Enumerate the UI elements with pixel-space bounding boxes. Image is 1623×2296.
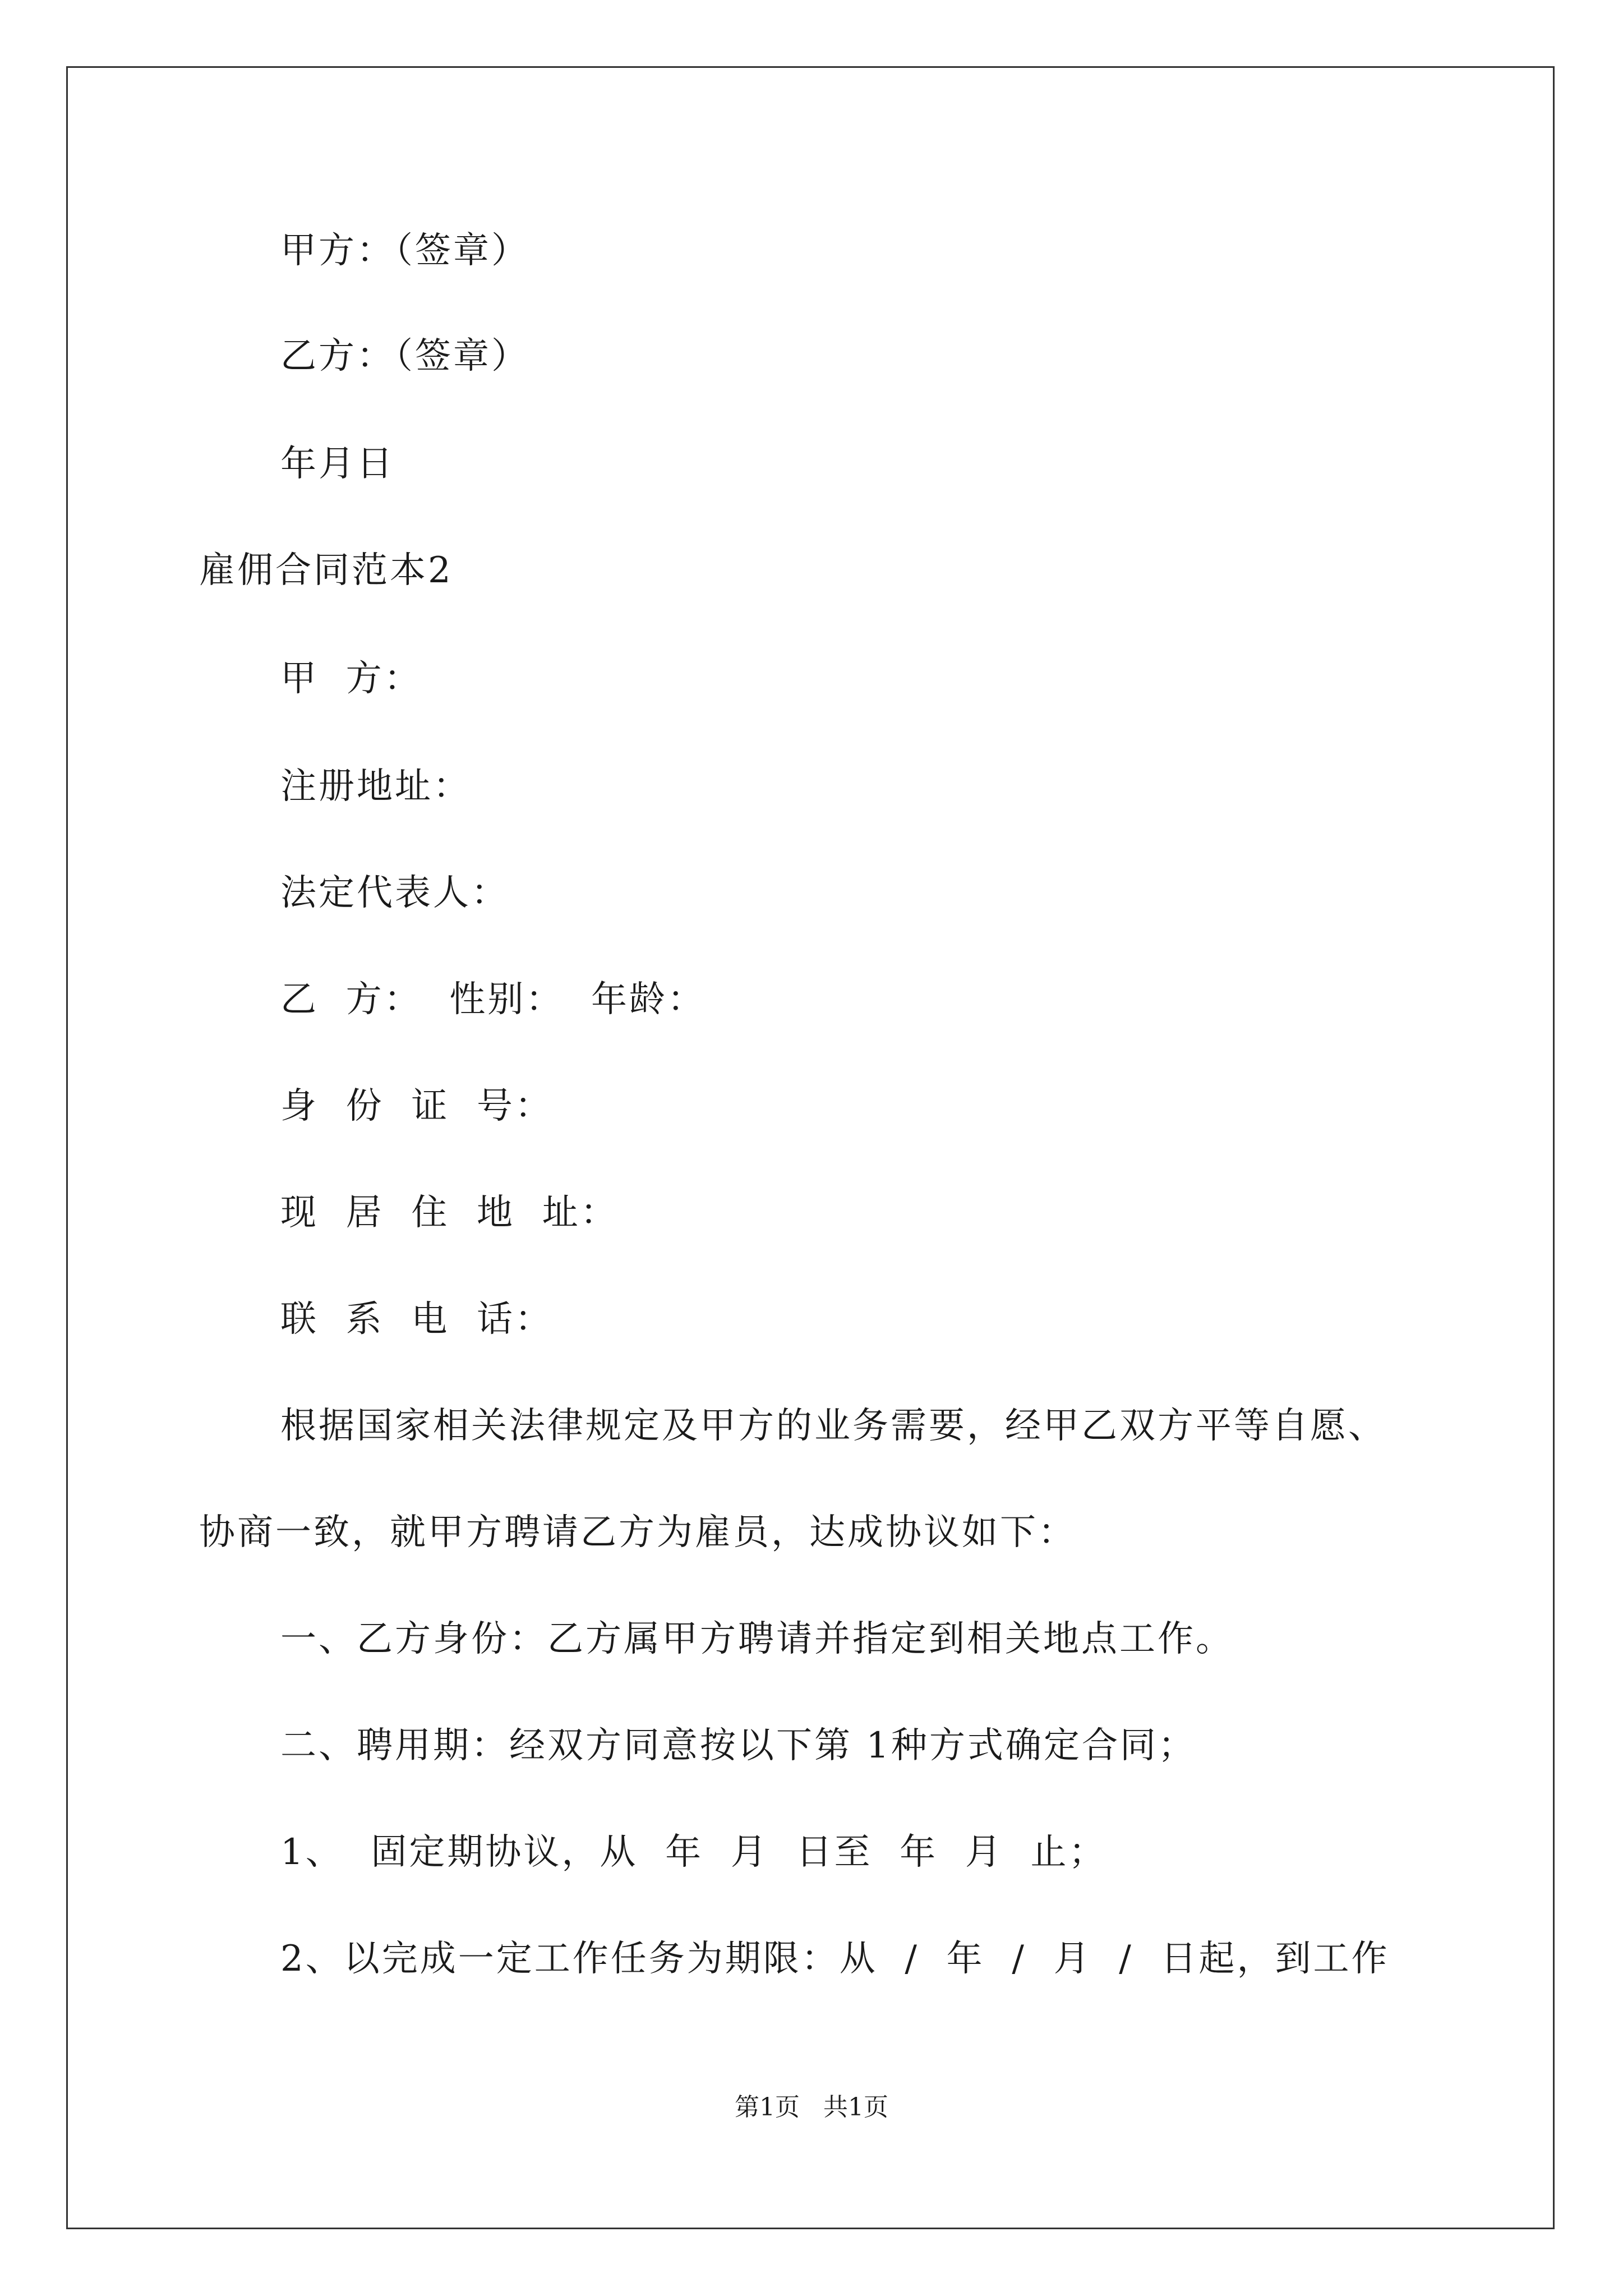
phone-field: 联 系 电 话： xyxy=(280,1299,554,1340)
party-a-field: 甲 方： xyxy=(280,658,422,700)
current-address-field: 现 居 住 地 址： xyxy=(280,1192,619,1234)
legal-representative-field: 法定代表人： xyxy=(280,872,509,914)
paragraph-intro-line-2: 协商一致，就甲方聘请乙方为雇员，达成协议如下： xyxy=(199,1512,1076,1553)
page-border xyxy=(66,66,1555,2229)
paragraph-intro-line-1: 根据国家相关法律规定及甲方的业务需要，经甲乙双方平等自愿、 xyxy=(280,1405,1386,1447)
id-number-field: 身 份 证 号： xyxy=(280,1085,554,1127)
clause-1: 一、乙方身份：乙方属甲方聘请并指定到相关地点工作。 xyxy=(280,1618,1234,1660)
clause-2: 二、聘用期：经双方同意按以下第 1种方式确定合同； xyxy=(280,1725,1197,1766)
date-line: 年月日 xyxy=(280,443,395,485)
page-footer: 第1页 共1页 xyxy=(735,2093,888,2122)
party-b-field: 乙 方： 性别： 年龄： xyxy=(280,979,706,1020)
party-a-signature-line: 甲方：（签章） xyxy=(280,230,529,272)
party-b-signature-line: 乙方：（签章） xyxy=(280,335,529,377)
registered-address-field: 注册地址： xyxy=(280,766,471,807)
section-title: 雇佣合同范本2 xyxy=(199,550,453,591)
option-1: 1、 固定期协议，从 年 月 日至 年 月 止； xyxy=(280,1832,1107,1873)
option-2: 2、以完成一定工作任务为期限：从 / 年 / 月 / 日起，到工作 xyxy=(280,1938,1390,1980)
